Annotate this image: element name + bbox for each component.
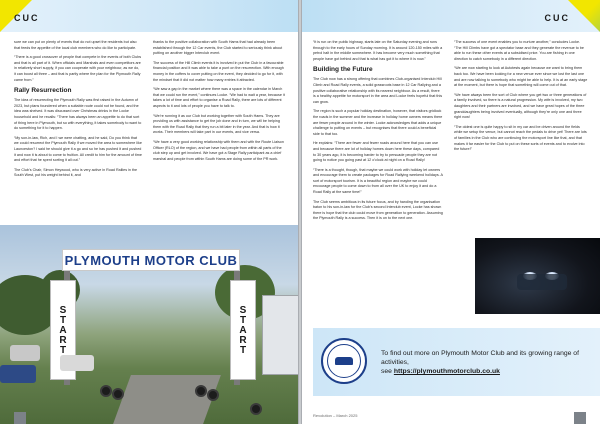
parked-car [60, 355, 94, 371]
tyre-barrier [207, 389, 219, 401]
paragraph: “We have always been the sort of Club where you get two or three generations of a family involved, so there is a natural progression. My wife is involved, my two daughters and their partners are involved, and we have great hopes of the three granddaughters being involved eventually, although they’re only one and three right now! [454, 92, 587, 120]
page-number-marker-right [574, 412, 586, 424]
section-tag-left: CUC [14, 13, 40, 23]
paragraph: thanks to the positive collaboration with South Hams that had already been established through the 12 Car events, the Club started to seriously think about putting on another bigger Interclub event. [153, 40, 283, 56]
paragraph: He explains: “There are fewer and fewer roads around here that you can use and because there are lot of holiday homes down here these days, compared to 30 years ago, it is becoming harder to try to persuade people they are not going to notice you going past at 12 o’clock at night on a Road Rally! [313, 141, 440, 163]
rally-start-photo [0, 225, 298, 424]
start-banner-right [230, 280, 256, 380]
tyre-barrier [195, 385, 207, 397]
info-see: see [381, 368, 394, 375]
section-heading: Building the Future [313, 66, 373, 74]
club-logo-badge [321, 338, 367, 384]
paragraph: “The oldest one is quite happy to sit in my car and be driven around the fields while we setup the venue, but cannot reach the pedals to drive yet! There are lots of families in the Club who are continuing the motorsport line like that, and that makes it far easier for the Club to put on these sorts of events and to evolve into the future!” [454, 124, 587, 152]
footer-issue: Revolution – March 2025 [313, 413, 358, 418]
left-column-1 [14, 40, 142, 183]
paragraph: “We are now starting to look at Autotests again because we want to bring them back too. We have been looking for a new venue ever since we lost the last one and are now talking to somebody who might be able to help. It is at an early stage at the moment, but there is hope that something will come out of that. [454, 66, 588, 88]
paragraph: The Club’s Chair, Simon Heywood, who is very active in Road Rallies in the South West, put his weight behind it, and [14, 167, 138, 178]
section-tag-right: CUC [544, 13, 570, 23]
page-number-marker-left [14, 412, 26, 424]
club-website-link[interactable]: https://plymouthmotorclub.co.uk [393, 368, 500, 375]
parked-car [10, 345, 40, 361]
gravel-track [109, 375, 221, 424]
paragraph: “It is run on the public highway, starts late on the Saturday evening and runs through to the early hours of Sunday morning. It is around 120-150 miles with a petrol halt in the middle somewhere. It has become very much something that people have got behind and that is what has got it to where it is now.” [313, 40, 443, 61]
paragraph: The Club now has a strong offering that combines Club-organised Interclub Hill Climb and Road Rally events, a solid grassroots base in 12 Car Rallying and a positive collaborative relationship with its nearest neighbour. As a result, there is a healthy appetite for motorsport in the area and Locke feels hopeful that this can grow. [313, 77, 443, 104]
paragraph: sure we can put on plenty of events that do not upset the residents but also that feeds the appetite of the local club members who do like to participate. [14, 40, 137, 50]
right-column-1 [313, 40, 443, 226]
tyre-barrier [250, 403, 262, 415]
paragraph: The idea of resurrecting the Plymouth Rally was first raised in the Autumn of 2023, but plans foundered when a suitable route could not be found, and the idea was shelved. It was discussed over Christmas drinks in the Locke household and he recalls: “There has always been an appetite to do that sort of thing here in Plymouth, but so with everything, it takes somebody to want to do something for it to happen. [14, 98, 142, 131]
tyre-barrier [100, 385, 112, 397]
left-page [0, 0, 298, 424]
spectator-bus [262, 295, 298, 375]
paragraph: The Club seems ambitious in its future focus, and by handing the organisation baton to his son-in-law for the Club’s second Interclub event, Locke has shown there is hope that the club could move from generation to generation. Assuming the Plymouth Rally is a success. Then it is on to the next one. [313, 199, 443, 221]
paragraph: “My son-in-law, Rich, and I we were chatting, and he said, Do you think that we could resurrect the Plymouth Rally if we moved the area to somewhere like Launceston? I said he should give it a go and so he has pushed it and pushed it and now it is about to come to fruition. All credit to him for the amount of time and effort that he spent sorting it all out.” [14, 135, 142, 163]
paragraph: “We saw a gap in the market where there was a space in the calendar in March that we could run the event,” continues Locke. “We had to wait a year, because it takes a lot of time and effort to organise a Road Rally, there are lots of different aspects to it and lots of people you have to talk to. [153, 87, 285, 108]
paragraph: The success of the Hill Climb events it is involved in put the Club in a favourable financial position and it was able to take a punt on the resurrection. With enough money in the coffers to cover putting on the event, they decided to go for it, with the mindset that it did not matter how many entries it attracted. [153, 60, 284, 82]
car-icon [335, 357, 353, 365]
paragraph: The region is such a popular holiday destination, however, that visitors gridlock the roads in the summer and the increase in holiday home owners means there are fewer people around in the winter. Locke acknowledges that adds a unique challenge to putting on events – but recognises that there could a beneficial side to that too. [313, 109, 443, 136]
right-page [302, 0, 600, 424]
club-logo-ring [327, 344, 361, 378]
info-line: To find out more on Plymouth Motor Club and its growing range of activities, [381, 350, 579, 366]
paragraph: “We have a very good working relationship with them and with the Route Liaison Officer (RLO) of the region, and we have had people from within all parts of the club step up and get involved. We have got a Stage Rally participant as a chief marshal and people from within South Hams are doing some of the PR work. [153, 139, 284, 161]
left-column-2 [153, 40, 285, 166]
tyre-barrier [112, 388, 124, 400]
club-arch-banner [62, 249, 240, 271]
paragraph: “There is a good crossover of people that compete in the events of both Clubs and that is all part of it. When officials and Marshals and even competitors are in relatively short supply, if you can cooperate with your neighbour, as we do, it can boost all three – and that is partly where the plan for the Plymouth Rally came from.” [14, 55, 142, 82]
right-column-2 [454, 40, 588, 157]
paragraph: “There is a thought, though, that maybe we could work with holiday let owners and encourage them to create packages for Road Rallying weekend holidays. A sort of motorsport tourism. It is a beautiful region and maybe we could encourage people to come down to from all over the UK to enjoy it and do a Road Rally at the same time!” [313, 167, 443, 195]
info-box [313, 328, 600, 396]
info-text [381, 349, 596, 376]
section-heading: Rally Resurrection [14, 87, 72, 95]
parked-car [0, 365, 36, 383]
header-band-left [0, 0, 298, 32]
start-label: START [57, 305, 69, 355]
night-rally-photo [475, 238, 600, 314]
paragraph: “The success of one event enables you to nurture another,” concludes Locke. “The Hill Climbs have got a spectator base and they generate the revenue to be able to run these other events at a subsidised price. You are fishing in one direction to catch somebody in a different direction. [454, 40, 584, 61]
club-banner-text: PLYMOUTH MOTOR CLUB [64, 252, 238, 268]
start-label: START [237, 305, 249, 355]
paragraph: “We’re running it as our Club but working together with South Hams. They are providing us with assistance to get the job done and in turn, we will be helping them with the Road Rally that they run a bit later in the year. And that is how it works. Their members will take part in our events, and vice versa. [153, 113, 280, 135]
rally-car-silhouette [517, 274, 567, 290]
